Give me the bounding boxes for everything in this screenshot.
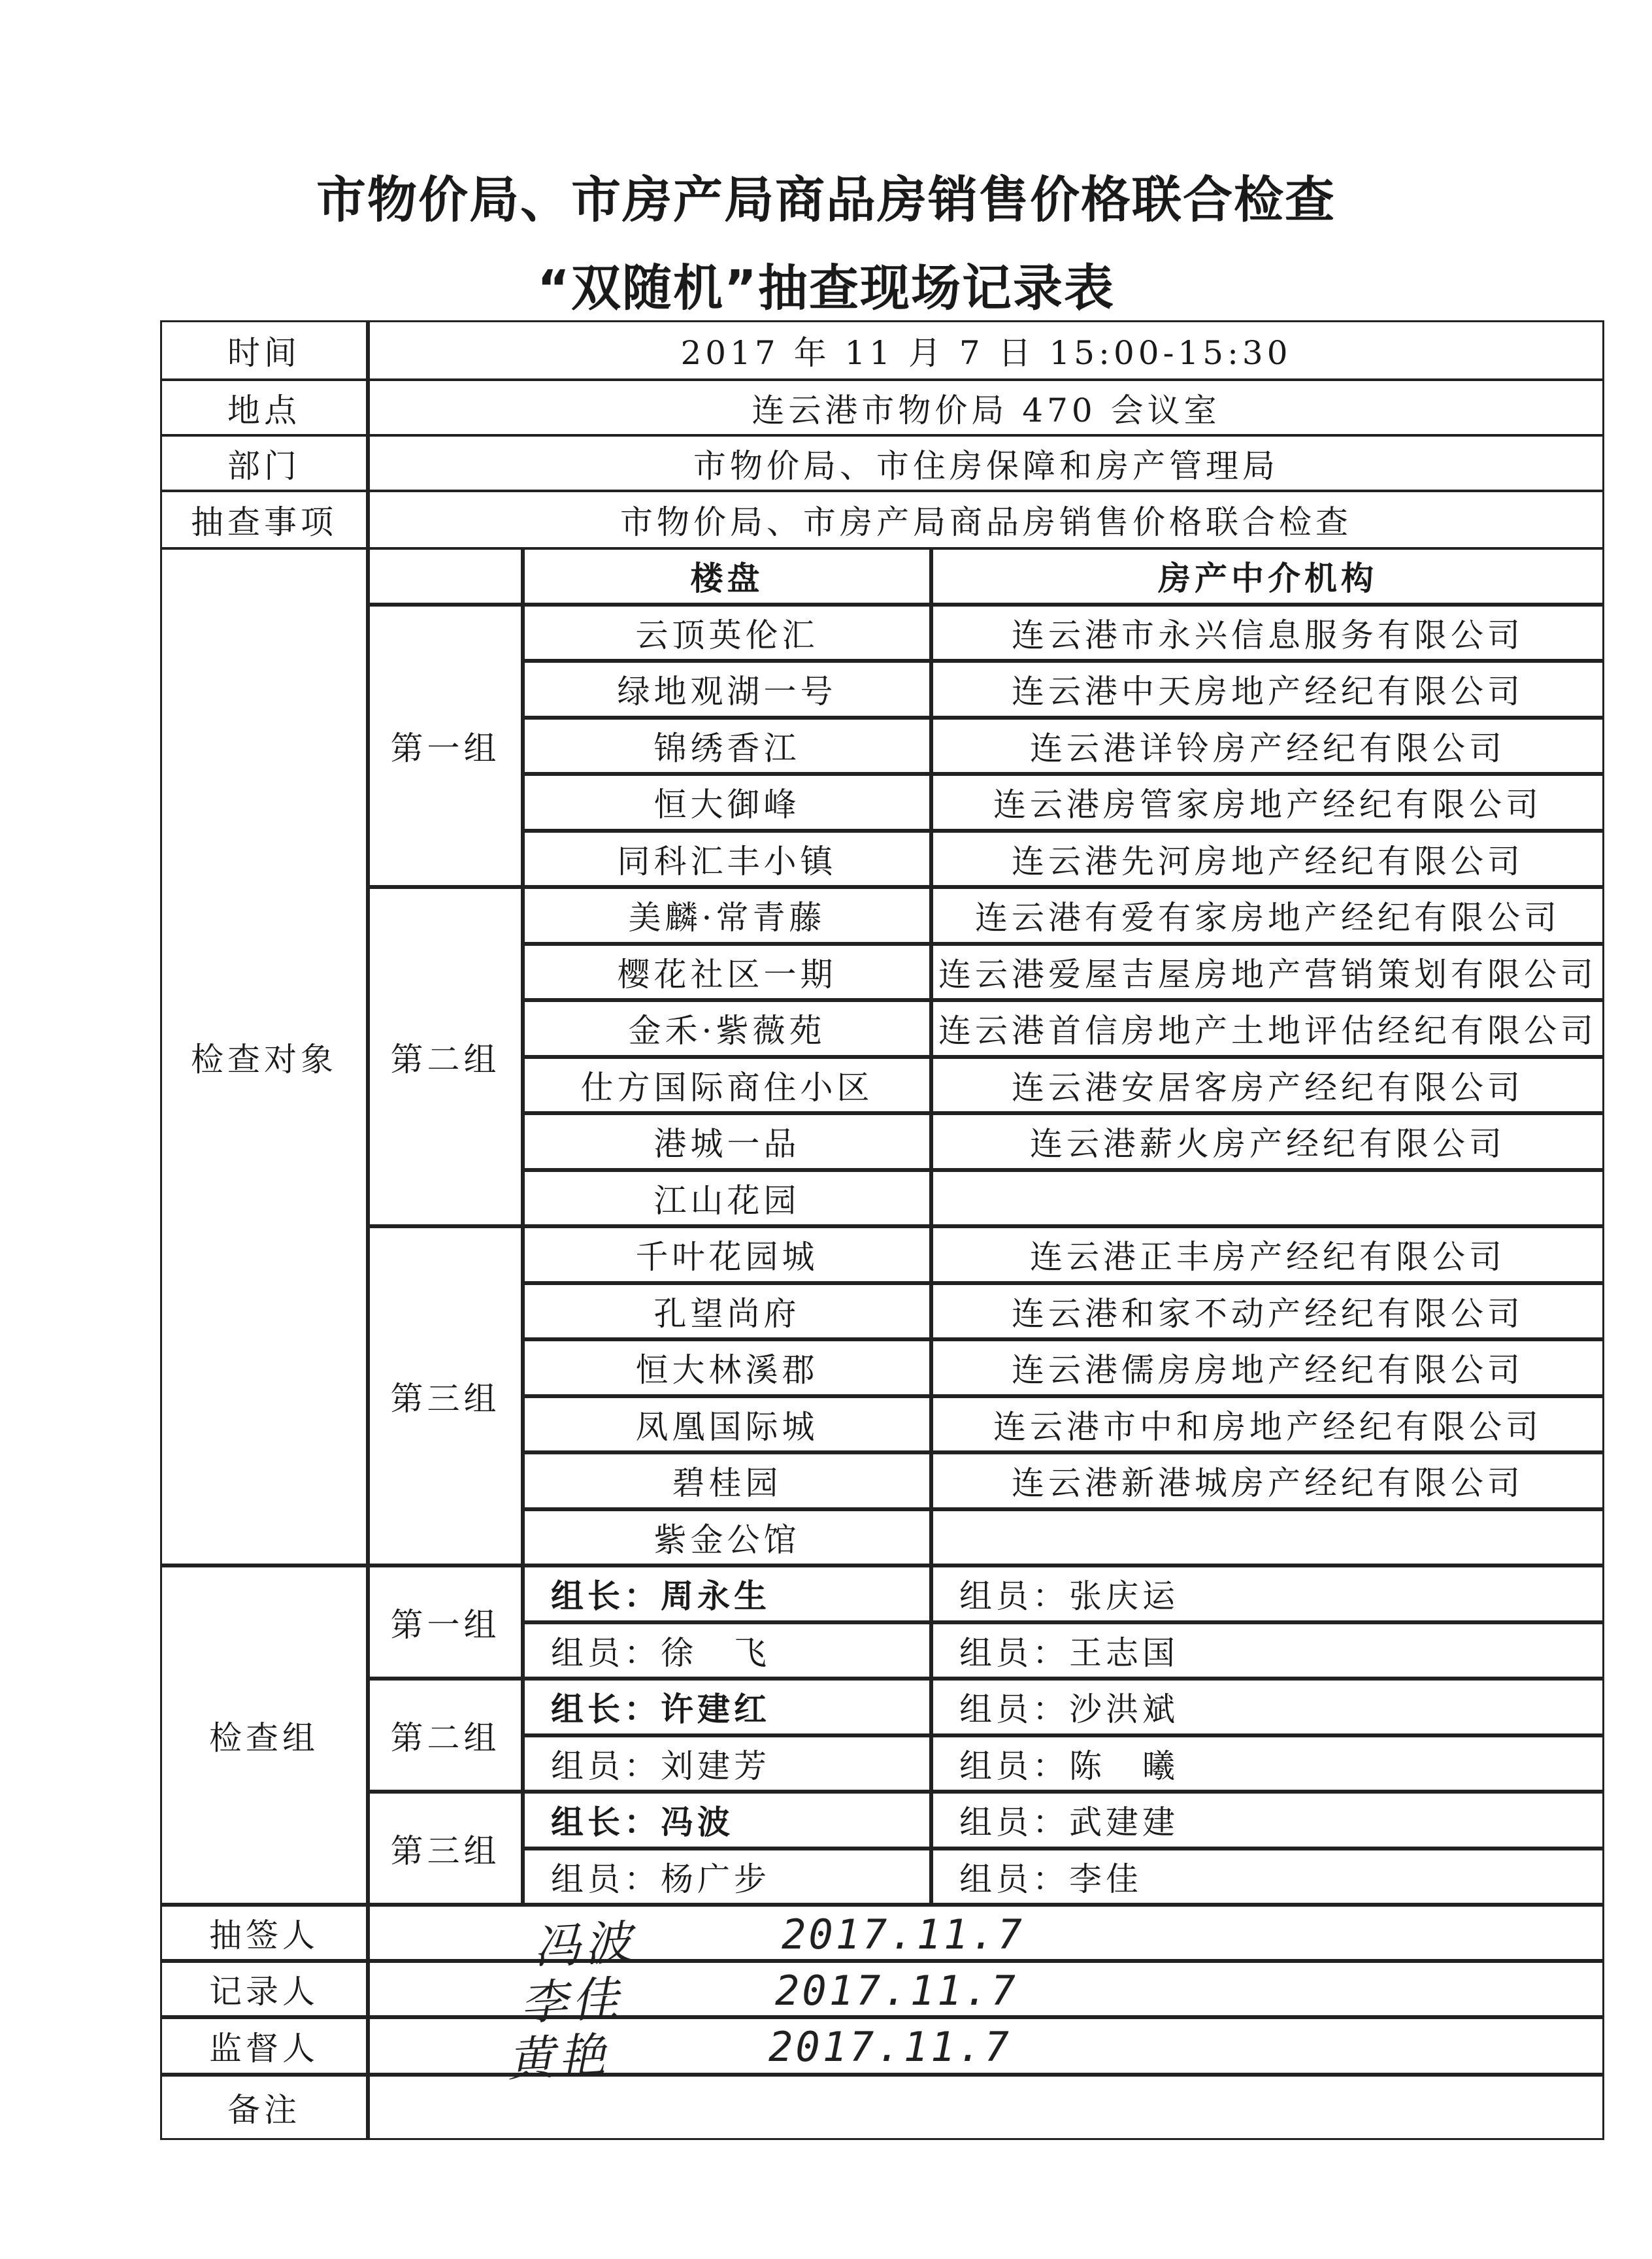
property-name: 江山花园 xyxy=(523,1170,931,1227)
target-group-label: 第一组 xyxy=(368,605,523,888)
team-member: 组员：陈 曦 xyxy=(931,1735,1604,1792)
property-name: 恒大御峰 xyxy=(523,774,931,831)
header-agency: 房产中介机构 xyxy=(931,548,1604,605)
signoff-field xyxy=(368,2075,1604,2140)
property-name: 绿地观湖一号 xyxy=(523,661,931,718)
signoff-field xyxy=(368,1961,1604,2032)
team-leader: 组长：周永生 xyxy=(523,1565,931,1622)
info-value: 2017 年 11 月 7 日 15:00-15:30 xyxy=(368,320,1604,380)
agency-name: 连云港正丰房产经纪有限公司 xyxy=(931,1226,1604,1283)
handwritten-signature: 冯波 xyxy=(532,1914,637,1975)
agency-name: 连云港中天房地产经纪有限公司 xyxy=(931,661,1604,718)
signoff-field xyxy=(368,1905,1604,1975)
team-member: 组员：李佳 xyxy=(931,1849,1604,1905)
header-blank xyxy=(368,548,523,605)
agency-name: 连云港市永兴信息服务有限公司 xyxy=(931,605,1604,661)
handwritten-date: 2017.11.7 xyxy=(775,1967,1018,2015)
signoff-label: 抽签人 xyxy=(160,1905,368,1961)
agency-name: 连云港先河房地产经纪有限公司 xyxy=(931,831,1604,888)
agency-name: 连云港有爱有家房地产经纪有限公司 xyxy=(931,887,1604,944)
targets-section-label: 检查对象 xyxy=(160,548,368,1565)
team-member: 组员：徐 飞 xyxy=(523,1622,931,1679)
signoff-label: 记录人 xyxy=(160,1961,368,2017)
property-name: 仕方国际商住小区 xyxy=(523,1057,931,1114)
property-name: 孔望尚府 xyxy=(523,1283,931,1340)
property-name: 港城一品 xyxy=(523,1113,931,1170)
team-member: 组员：武建建 xyxy=(931,1792,1604,1849)
teams-section-label: 检查组 xyxy=(160,1565,368,1905)
agency-name xyxy=(931,1170,1604,1227)
info-value: 市物价局、市房产局商品房销售价格联合检查 xyxy=(368,490,1604,549)
target-group-label: 第三组 xyxy=(368,1226,523,1565)
property-name: 千叶花园城 xyxy=(523,1226,931,1283)
signoff-label: 监督人 xyxy=(160,2017,368,2075)
agency-name xyxy=(931,1509,1604,1566)
agency-name: 连云港薪火房产经纪有限公司 xyxy=(931,1113,1604,1170)
agency-name: 连云港详铃房产经纪有限公司 xyxy=(931,718,1604,775)
header-property: 楼盘 xyxy=(523,548,931,605)
property-name: 云顶英伦汇 xyxy=(523,605,931,661)
property-name: 同科汇丰小镇 xyxy=(523,831,931,888)
agency-name: 连云港房管家房地产经纪有限公司 xyxy=(931,774,1604,831)
title-line-1: 市物价局、市房产局商品房销售价格联合检查 xyxy=(316,171,1336,229)
agency-name: 连云港爱屋吉屋房地产营销策划有限公司 xyxy=(931,944,1604,1001)
info-value: 连云港市物价局 470 会议室 xyxy=(368,379,1604,436)
target-group-label: 第二组 xyxy=(368,887,523,1226)
team-member: 组员：杨广步 xyxy=(523,1849,931,1905)
agency-name: 连云港市中和房地产经纪有限公司 xyxy=(931,1396,1604,1453)
agency-name: 连云港和家不动产经纪有限公司 xyxy=(931,1283,1604,1340)
property-name: 碧桂园 xyxy=(523,1452,931,1509)
property-name: 樱花社区一期 xyxy=(523,944,931,1001)
property-name: 凤凰国际城 xyxy=(523,1396,931,1453)
team-member: 组员：刘建芳 xyxy=(523,1735,931,1792)
team-member: 组员：张庆运 xyxy=(931,1565,1604,1622)
team-member: 组员：王志国 xyxy=(931,1622,1604,1679)
title-line-2: “双随机”抽查现场记录表 xyxy=(537,259,1115,317)
info-label: 部门 xyxy=(160,435,368,492)
property-name: 锦绣香江 xyxy=(523,718,931,775)
agency-name: 连云港儒房房地产经纪有限公司 xyxy=(931,1339,1604,1396)
team-leader: 组长：许建红 xyxy=(523,1679,931,1735)
info-label: 抽查事项 xyxy=(160,490,368,549)
signoff-label: 备注 xyxy=(160,2075,368,2140)
team-group-label: 第二组 xyxy=(368,1679,523,1792)
handwritten-signature: 李佳 xyxy=(519,1970,624,2032)
team-member: 组员：沙洪斌 xyxy=(931,1679,1604,1735)
agency-name: 连云港安居客房产经纪有限公司 xyxy=(931,1057,1604,1114)
info-value: 市物价局、市住房保障和房产管理局 xyxy=(368,435,1604,492)
property-name: 金禾·紫薇苑 xyxy=(523,1000,931,1057)
team-leader: 组长：冯波 xyxy=(523,1792,931,1849)
property-name: 恒大林溪郡 xyxy=(523,1339,931,1396)
agency-name: 连云港首信房地产土地评估经纪有限公司 xyxy=(931,1000,1604,1057)
signoff-field xyxy=(368,2017,1604,2088)
property-name: 紫金公馆 xyxy=(523,1509,931,1566)
property-name: 美麟·常青藤 xyxy=(523,887,931,944)
handwritten-signature: 黄艳 xyxy=(506,2026,611,2088)
team-group-label: 第一组 xyxy=(368,1565,523,1679)
info-label: 地点 xyxy=(160,379,368,436)
handwritten-date: 2017.11.7 xyxy=(768,2023,1012,2071)
team-group-label: 第三组 xyxy=(368,1792,523,1905)
handwritten-date: 2017.11.7 xyxy=(782,1911,1025,1958)
agency-name: 连云港新港城房产经纪有限公司 xyxy=(931,1452,1604,1509)
info-label: 时间 xyxy=(160,320,368,380)
